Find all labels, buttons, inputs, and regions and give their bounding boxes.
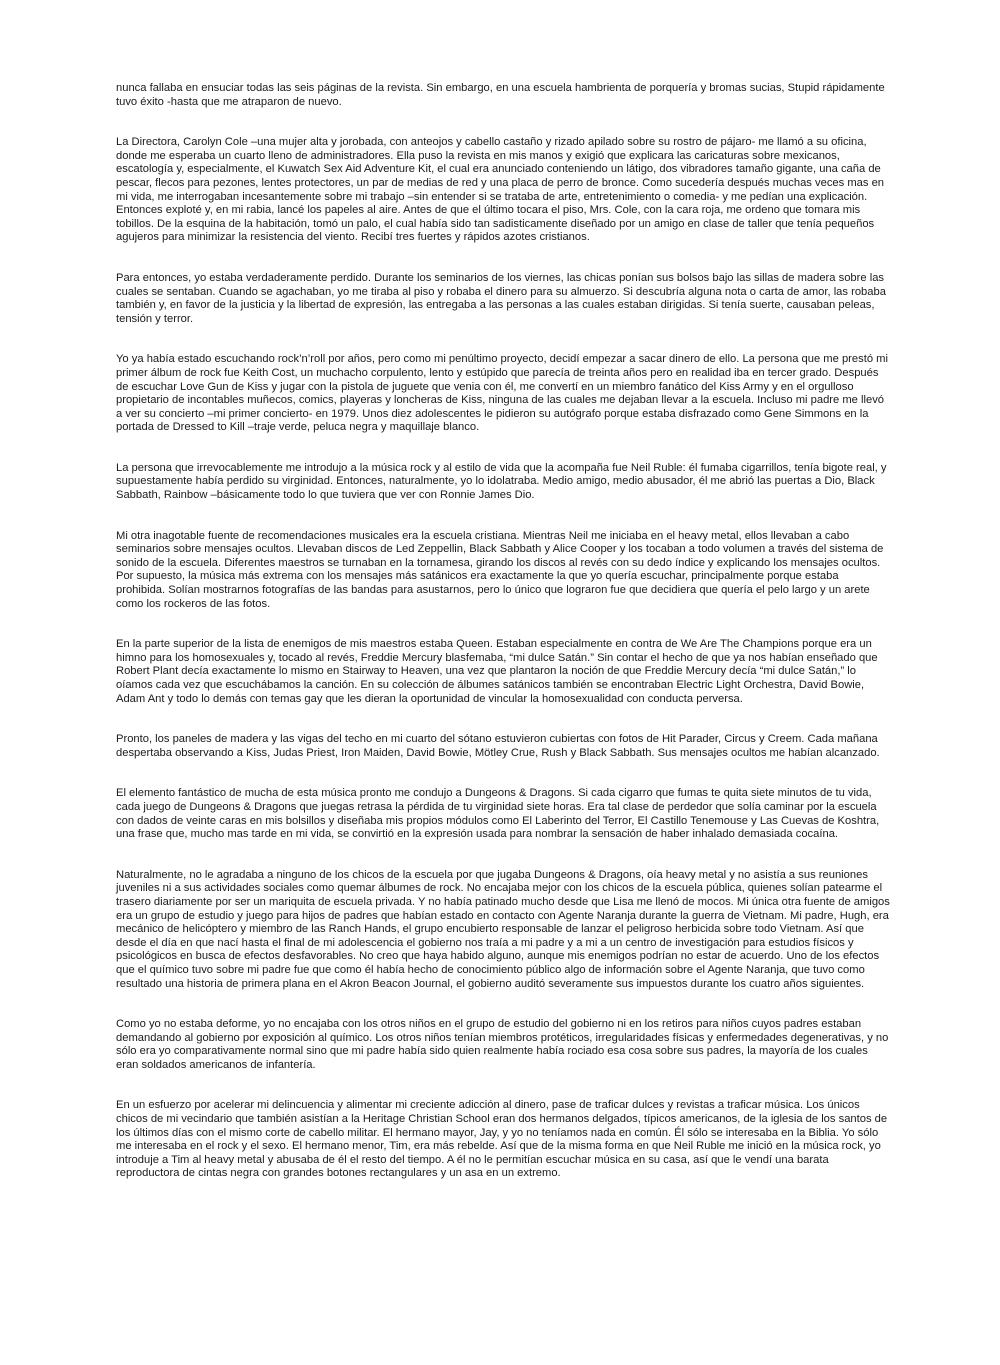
paragraph: Naturalmente, no le agradaba a ninguno de los chicos de la escuela por que jugaba Dungeons & Dragons, oía heavy metal y no asistía a sus reuniones juveniles ni a sus actividades sociales como quemar álbumes de rock. No encajaba mejor con los chicos de la escuela pública, quienes solían patearme el trasero diariamente por ser un mariquita de escuela privada. Y no había patinado mucho desde que Lisa me llenó de mocos. Mi única otra fuente de amigos era un grupo de estudio y juego para hijos de padres que habían estado en contacto con Agente Naranja durante la guerra de Vietnam. Mi padre, Hugh, era mecánico de helicóptero y miembro de las Ranch Hands, el grupo encubierto responsable de lanzar el peligroso herbicida sobre todo Vietnam. Así que desde el día en que nací hasta el final de mi adolescencia el gobierno nos traía a mi padre y a mi a un centro de investigación para estudios físicos y psicológicos en busca de efectos desfavorables. No creo que haya habido alguno, aunque mis enemigos podrían no estar de acuerdo. Uno de los efectos que el químico tuvo sobre mi padre fue que como él había hecho de conocimiento público algo de información sobre el Agente Naranja, que tuvo como resultado una historia de primera plana en el Akron Beacon Journal, el gobierno auditó severamente sus impuestos durante los cuatro años siguientes. — [116, 868, 890, 990]
paragraph: La persona que irrevocablemente me introdujo a la música rock y al estilo de vida que la acompaña fue Neil Ruble: él fumaba cigarrillos, tenía bigote real, y supuestamente había perdido su virginidad. Entonces, naturalmente, yo lo idolatraba. Medio amigo, medio abusador, él me abrió las puertas a Dio, Black Sabbath, Rainbow –básicamente todo lo que tuviera que ver con Ronnie James Dio. — [116, 461, 887, 502]
paragraph: Pronto, los paneles de madera y las vigas del techo en mi cuarto del sótano estuvieron cubiertas con fotos de Hit Parader, Circus y Creem. Cada mañana despertaba observando a Kiss, Judas Priest, Iron Maiden, David Bowie, Mötley Crue, Rush y Black Sabbath. Sus mensajes ocultos me habían alcanzado. — [116, 733, 880, 759]
document-page — [116, 82, 890, 1208]
paragraph: La Directora, Carolyn Cole –una mujer alta y jorobada, con anteojos y cabello castaño y rizado apilado sobre su rostro de pájaro- me llamó a su oficina, donde me esperaba un cuarto lleno de administradores. Ella puso la revista en mis manos y exigió que explicara las caricaturas sobre mexicanos, escatología y, especialmente, el Kuwatch Sex Aid Adventure Kit, el cual era anunciado conteniendo un látigo, dos vibradores tamaño gigante, una caña de pescar, flecos para pezones, lentes protectores, un par de medias de red y una placa de perro de bronce. Como sucedería después muchas veces mas en mi vida, me interrogaban incesantemente sobre mi trabajo –sin entender si se trataba de arte, entretenimiento o comedia- y me pedían una explicación. Entonces exploté y, en mi rabia, lancé los papeles al aire. Antes de que el último tocara el piso, Mrs. Cole, con la cara roja, me ordeno que tomara mis tobillos. De la esquina de la habitación, tomó un palo, el cual había sido tan sadisticamente diseñado por un amigo en clase de taller que tenía pequeños agujeros para minimizar la resistencia del viento. Recibí tres fuertes y rápidos azotes cristianos. — [116, 136, 885, 244]
paragraph: Mi otra inagotable fuente de recomendaciones musicales era la escuela cristiana. Mientras Neil me iniciaba en el heavy metal, ellos llevaban a cabo seminarios sobre mensajes ocultos. Llevaban discos de Led Zeppellin, Black Sabbath y Alice Cooper y los tocaban a todo volumen a través del sistema de sonido de la escuela. Diferentes maestros se turnaban en la tornamesa, girando los discos al revés con su dedo índice y explicando los mensajes ocultos. Por supuesto, la música más extrema con los mensajes más satánicos era exactamente la que yo quería escuchar, principalmente porque estaba prohibida. Solían mostrarnos fotografías de las bandas para asustarnos, pero lo único que lograron fue que decidiera que quería el pelo largo y un arete como los rockeros de las fotos. — [116, 529, 884, 610]
paragraph: En la parte superior de la lista de enemigos de mis maestros estaba Queen. Estaban especialmente en contra de We Are The Champions porque era un himno para los homosexuales y, tocado al revés, Freddie Mercury blasfemaba, “mi dulce Satán.” Sin contar el hecho de que ya nos habían enseñado que Robert Plant decía exactamente lo mismo en Stairway to Heaven, una vez que plantaron la noción de que Freddie Mercury decía “mi dulce Satán,” lo oíamos cada vez que escuchábamos la canción. En su colección de álbumes satánicos también se encontraban Electric Light Orchestra, David Bowie, Adam Ant y todo lo demás con temas gay que les dieran la oportunidad de vincular la homosexualidad con conducta perversa. — [116, 638, 878, 705]
paragraph: nunca fallaba en ensuciar todas las seis páginas de la revista. Sin embargo, en una escuela hambrienta de porquería y bromas sucias, Stupid rápidamente tuvo éxito -hasta que me atraparon de nuevo. — [116, 82, 885, 108]
paragraph: En un esfuerzo por acelerar mi delincuencia y alimentar mi creciente adicción al dinero, pase de traficar dulces y revistas a traficar música. Los únicos chicos de mi vecindario que también asistían a la Heritage Christian School eran dos hermanos delgados, típicos americanos, de la iglesia de los santos de los últimos días con el mismo corte de cabello militar. El hermano mayor, Jay, y yo no teníamos nada en común. Él sólo se interesaba en la Biblia. Yo sólo me interesaba en el rock y el sexo. El hermano menor, Tim, era más rebelde. Así que de la misma forma en que Neil Ruble me inició en la música rock, yo introduje a Tim al heavy metal y abusaba de él el resto del tiempo. A él no le permitían escuchar música en su casa, así que le vendí una barata reproductora de cintas negra con grandes botones rectangulares y un asa en un extremo. — [116, 1099, 888, 1180]
paragraph: Para entonces, yo estaba verdaderamente perdido. Durante los seminarios de los viernes, las chicas ponían sus bolsos bajo las sillas de madera sobre las cuales se sentaban. Cuando se agachaban, yo me tiraba al piso y robaba el dinero para su almuerzo. Si descubría alguna nota o carta de amor, las robaba también y, en favor de la justicia y la libertad de expresión, las entregaba a las personas a las cuales estaban dirigidas. Si tenía suerte, causaban peleas, tensión y terror. — [116, 271, 886, 325]
paragraph: Yo ya había estado escuchando rock’n’roll por años, pero como mi penúltimo proyecto, decidí empezar a sacar dinero de ello. La persona que me prestó mi primer álbum de rock fue Keith Cost, un muchacho corpulento, lento y estúpido que parecía de treinta años pero en realidad iba en tercer grado. Después de escuchar Love Gun de Kiss y jugar con la pistola de juguete que venia con él, me convertí en un miembro fanático del Kiss Army y en el orgulloso propietario de incontables muñecos, comics, playeras y loncheras de Kiss, ninguna de las cuales me dejaban llevar a la escuela. Incluso mi padre me llevó a ver su concierto –mi primer concierto- en 1979. Unos diez adolescentes le pidieron su autógrafo porque estaba disfrazado como Gene Simmons en la portada de Dressed to Kill –traje verde, peluca negra y maquillaje blanco. — [116, 353, 888, 434]
paragraph: Como yo no estaba deforme, yo no encajaba con los otros niños en el grupo de estudio del gobierno ni en los retiros para niños cuyos padres estaban demandando al gobierno por exposición al químico. Los otros niños tenían miembros protéticos, irregularidades físicas y enfermedades degenerativas, y no sólo era yo comparativamente normal sino que mi padre había sido quien realmente había rociado esa cosa sobre sus padres, la mayoría de los cuales eran soldados americanos de infantería. — [116, 1018, 889, 1071]
paragraph: El elemento fantástico de mucha de esta música pronto me condujo a Dungeons & Dragons. Si cada cigarro que fumas te quita siete minutos de tu vida, cada juego de Dungeons & Dragons que juegas retrasa la pérdida de tu virginidad siete horas. Era tal clase de perdedor que solía caminar por la escuela con dados de veinte caras en mis bolsillos y diseñaba mis propios módulos como El Laberinto del Terror, El Castillo Tenemouse y Las Cuevas de Koshtra, una frase que, mucho mas tarde en mi vida, se convirtió en la expresión usada para nombrar la sensación de haber inhalado demasiada cocaína. — [116, 787, 880, 841]
